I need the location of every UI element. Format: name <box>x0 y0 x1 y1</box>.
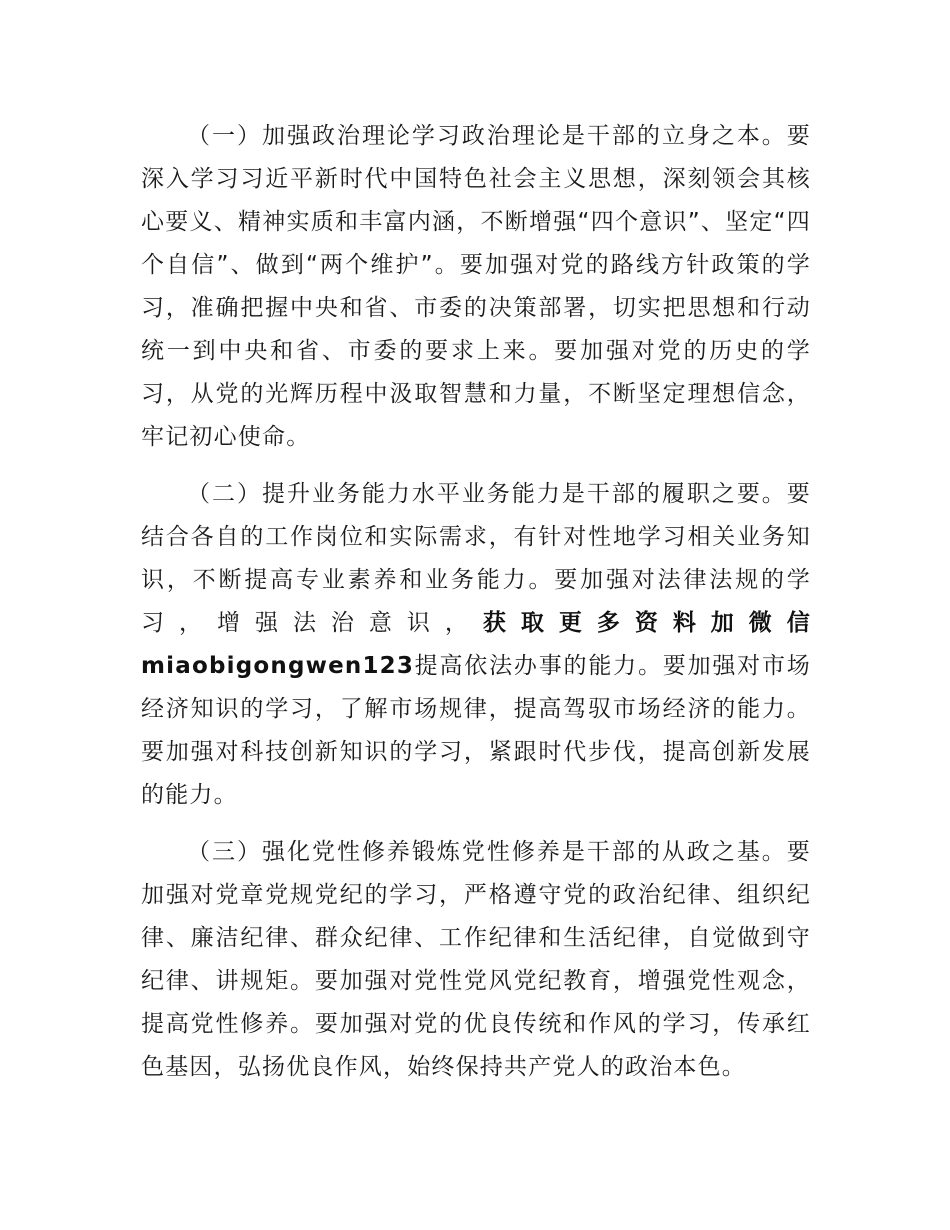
document-body <box>141 115 811 1089</box>
paragraph-text: 提高依法办事的能力。要加强对市场经济知识的学习，了解市场规律，提高驾驭市场经济的能力。要加强对科技创新知识的学习，紧跟时代步伐，提高创新发展的能力。 <box>141 653 811 808</box>
promo-text: 获取更多资料加微信miaobigongwen123 <box>141 610 811 679</box>
paragraph-political-theory: （一）加强政治理论学习政治理论是干部的立身之本。要深入学习习近平新时代中国特色社会主义思想，深刻领会其核心要义、精神实质和丰富内涵，不断增强“四个意识”、坚定“四个自信”、做到“两个维护”。要加强对党的路线方针政策的学习，准确把握中央和省、市委的决策部署，切实把思想和行动统一到中央和省、市委的要求上来。要加强对党的历史的学习，从党的光辉历程中汲取智慧和力量，不断坚定理想信念，牢记初心使命。 <box>141 123 811 450</box>
paragraph-business-ability <box>141 473 811 817</box>
paragraph-party-spirit: （三）强化党性修养锻炼党性修养是干部的从政之基。要加强对党章党规党纪的学习，严格遵守党的政治纪律、组织纪律、廉洁纪律、群众纪律、工作纪律和生活纪律，自觉做到守纪律、讲规矩。要加强对党性党风党纪教育，增强党性观念，提高党性修养。要加强对党的优良传统和作风的学习，传承红色基因，弘扬优良作风，始终保持共产党人的政治本色。 <box>141 839 811 1080</box>
paragraph-text: （二）提升业务能力水平业务能力是干部的履职之要。要结合各自的工作岗位和实际需求，有针对性地学习相关业务知识，不断提高专业素养和业务能力。要加强对法律法规的学习，增强法治意识， <box>141 481 811 636</box>
